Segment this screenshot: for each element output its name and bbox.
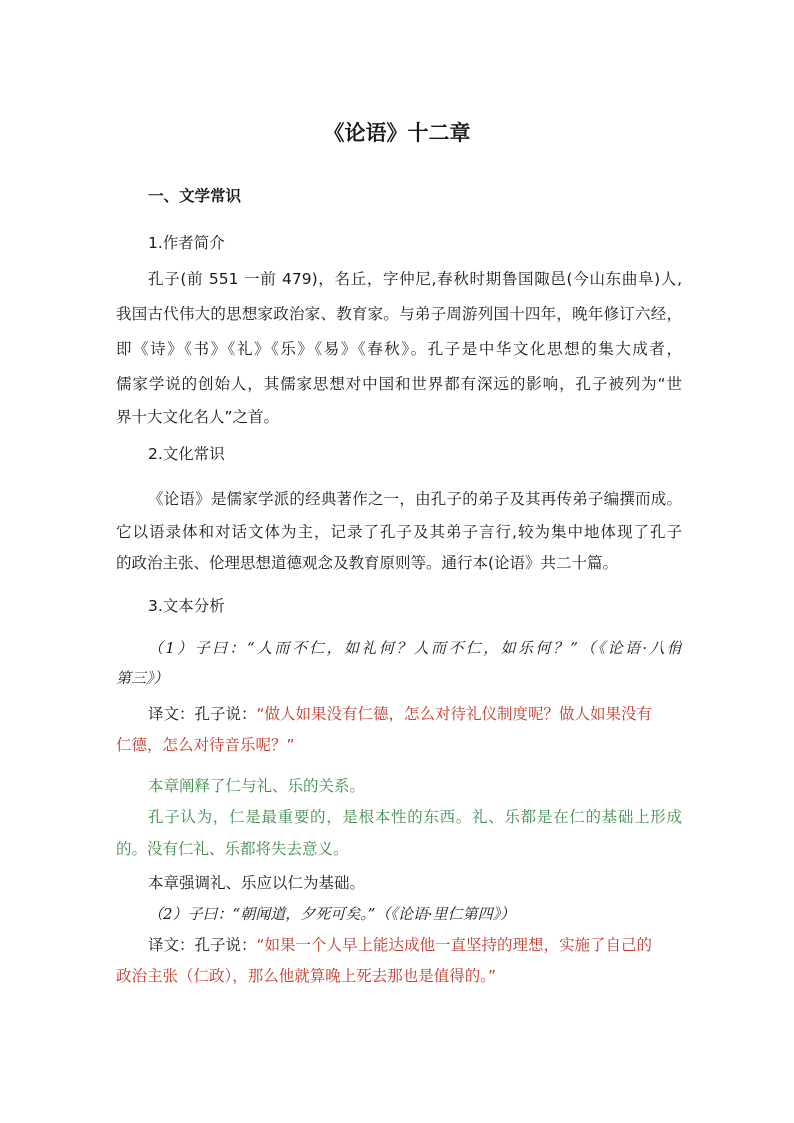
paragraph-line: 即《诗》《书》《礼》《乐》《易》《春秋》。孔子是中华文化思想的集大成者， bbox=[116, 340, 682, 358]
translation-label: 译文：孔子说： bbox=[148, 705, 257, 723]
subheading-culture: 2.文化常识 bbox=[148, 445, 225, 463]
translation-label: 译文：孔子说： bbox=[148, 936, 257, 954]
translation-text: “如果一个人早上能达成他一直坚持的理想，实施了自己的 bbox=[256, 936, 653, 954]
translation-text: 政治主张（仁政），那么他就算晚上死去那也是值得的。” bbox=[116, 967, 497, 985]
paragraph-line: 界十大文化名人”之首。 bbox=[116, 408, 280, 426]
quote-line: （2）子曰：“朝闻道，夕死可矣。”（《论语·里仁第四》） bbox=[148, 905, 516, 923]
paragraph-line: 我国古代伟大的思想家政治家、教育家。与弟子周游列国十四年，晚年修订六经， bbox=[116, 305, 682, 323]
document-title: 《论语》十二章 bbox=[323, 121, 471, 145]
paragraph-line: 它以语录体和对话文体为主，记录了孔子及其弟子言行,较为集中地体现了孔子 bbox=[116, 523, 682, 541]
subheading-text-analysis: 3.文本分析 bbox=[148, 597, 225, 615]
paragraph-line: 《论语》是儒家学派的经典著作之一，由孔子的弟子及其再传弟子编撰而成。 bbox=[148, 490, 682, 508]
note-line: 本章强调礼、乐应以仁为基础。 bbox=[148, 874, 366, 892]
translation-text: 仁德，怎么对待音乐呢？” bbox=[116, 736, 295, 754]
paragraph-line: 孔子(前 551 一前 479)，名丘，字仲尼,春秋时期鲁国陬邑(今山东曲阜)人, bbox=[148, 270, 682, 288]
note-line: 孔子认为，仁是最重要的，是根本性的东西。礼、乐都是在仁的基础上形成 bbox=[148, 808, 682, 826]
translation-text: “做人如果没有仁德，怎么对待礼仪制度呢？做人如果没有 bbox=[256, 705, 653, 723]
quote-line: （1）子曰：“人而不仁，如礼何？人而不仁，如乐何？”（《论语·八佾 bbox=[148, 639, 682, 657]
paragraph-line: 的政治主张、伦理思想道德观念及教育原则等。通行本(论语》共二十篇。 bbox=[116, 554, 619, 572]
paragraph-line: 儒家学说的创始人，其儒家思想对中国和世界都有深远的影响，孔子被列为“世 bbox=[116, 375, 682, 393]
quote-line: 第三》） bbox=[116, 669, 169, 687]
section-heading-literary-knowledge: 一、文学常识 bbox=[148, 187, 242, 205]
note-line: 的。没有仁礼、乐都将失去意义。 bbox=[116, 840, 349, 858]
note-line: 本章阐释了仁与礼、乐的关系。 bbox=[148, 777, 366, 795]
translation-line bbox=[148, 703, 682, 725]
subheading-author: 1.作者简介 bbox=[148, 234, 225, 252]
translation-line bbox=[148, 934, 682, 956]
